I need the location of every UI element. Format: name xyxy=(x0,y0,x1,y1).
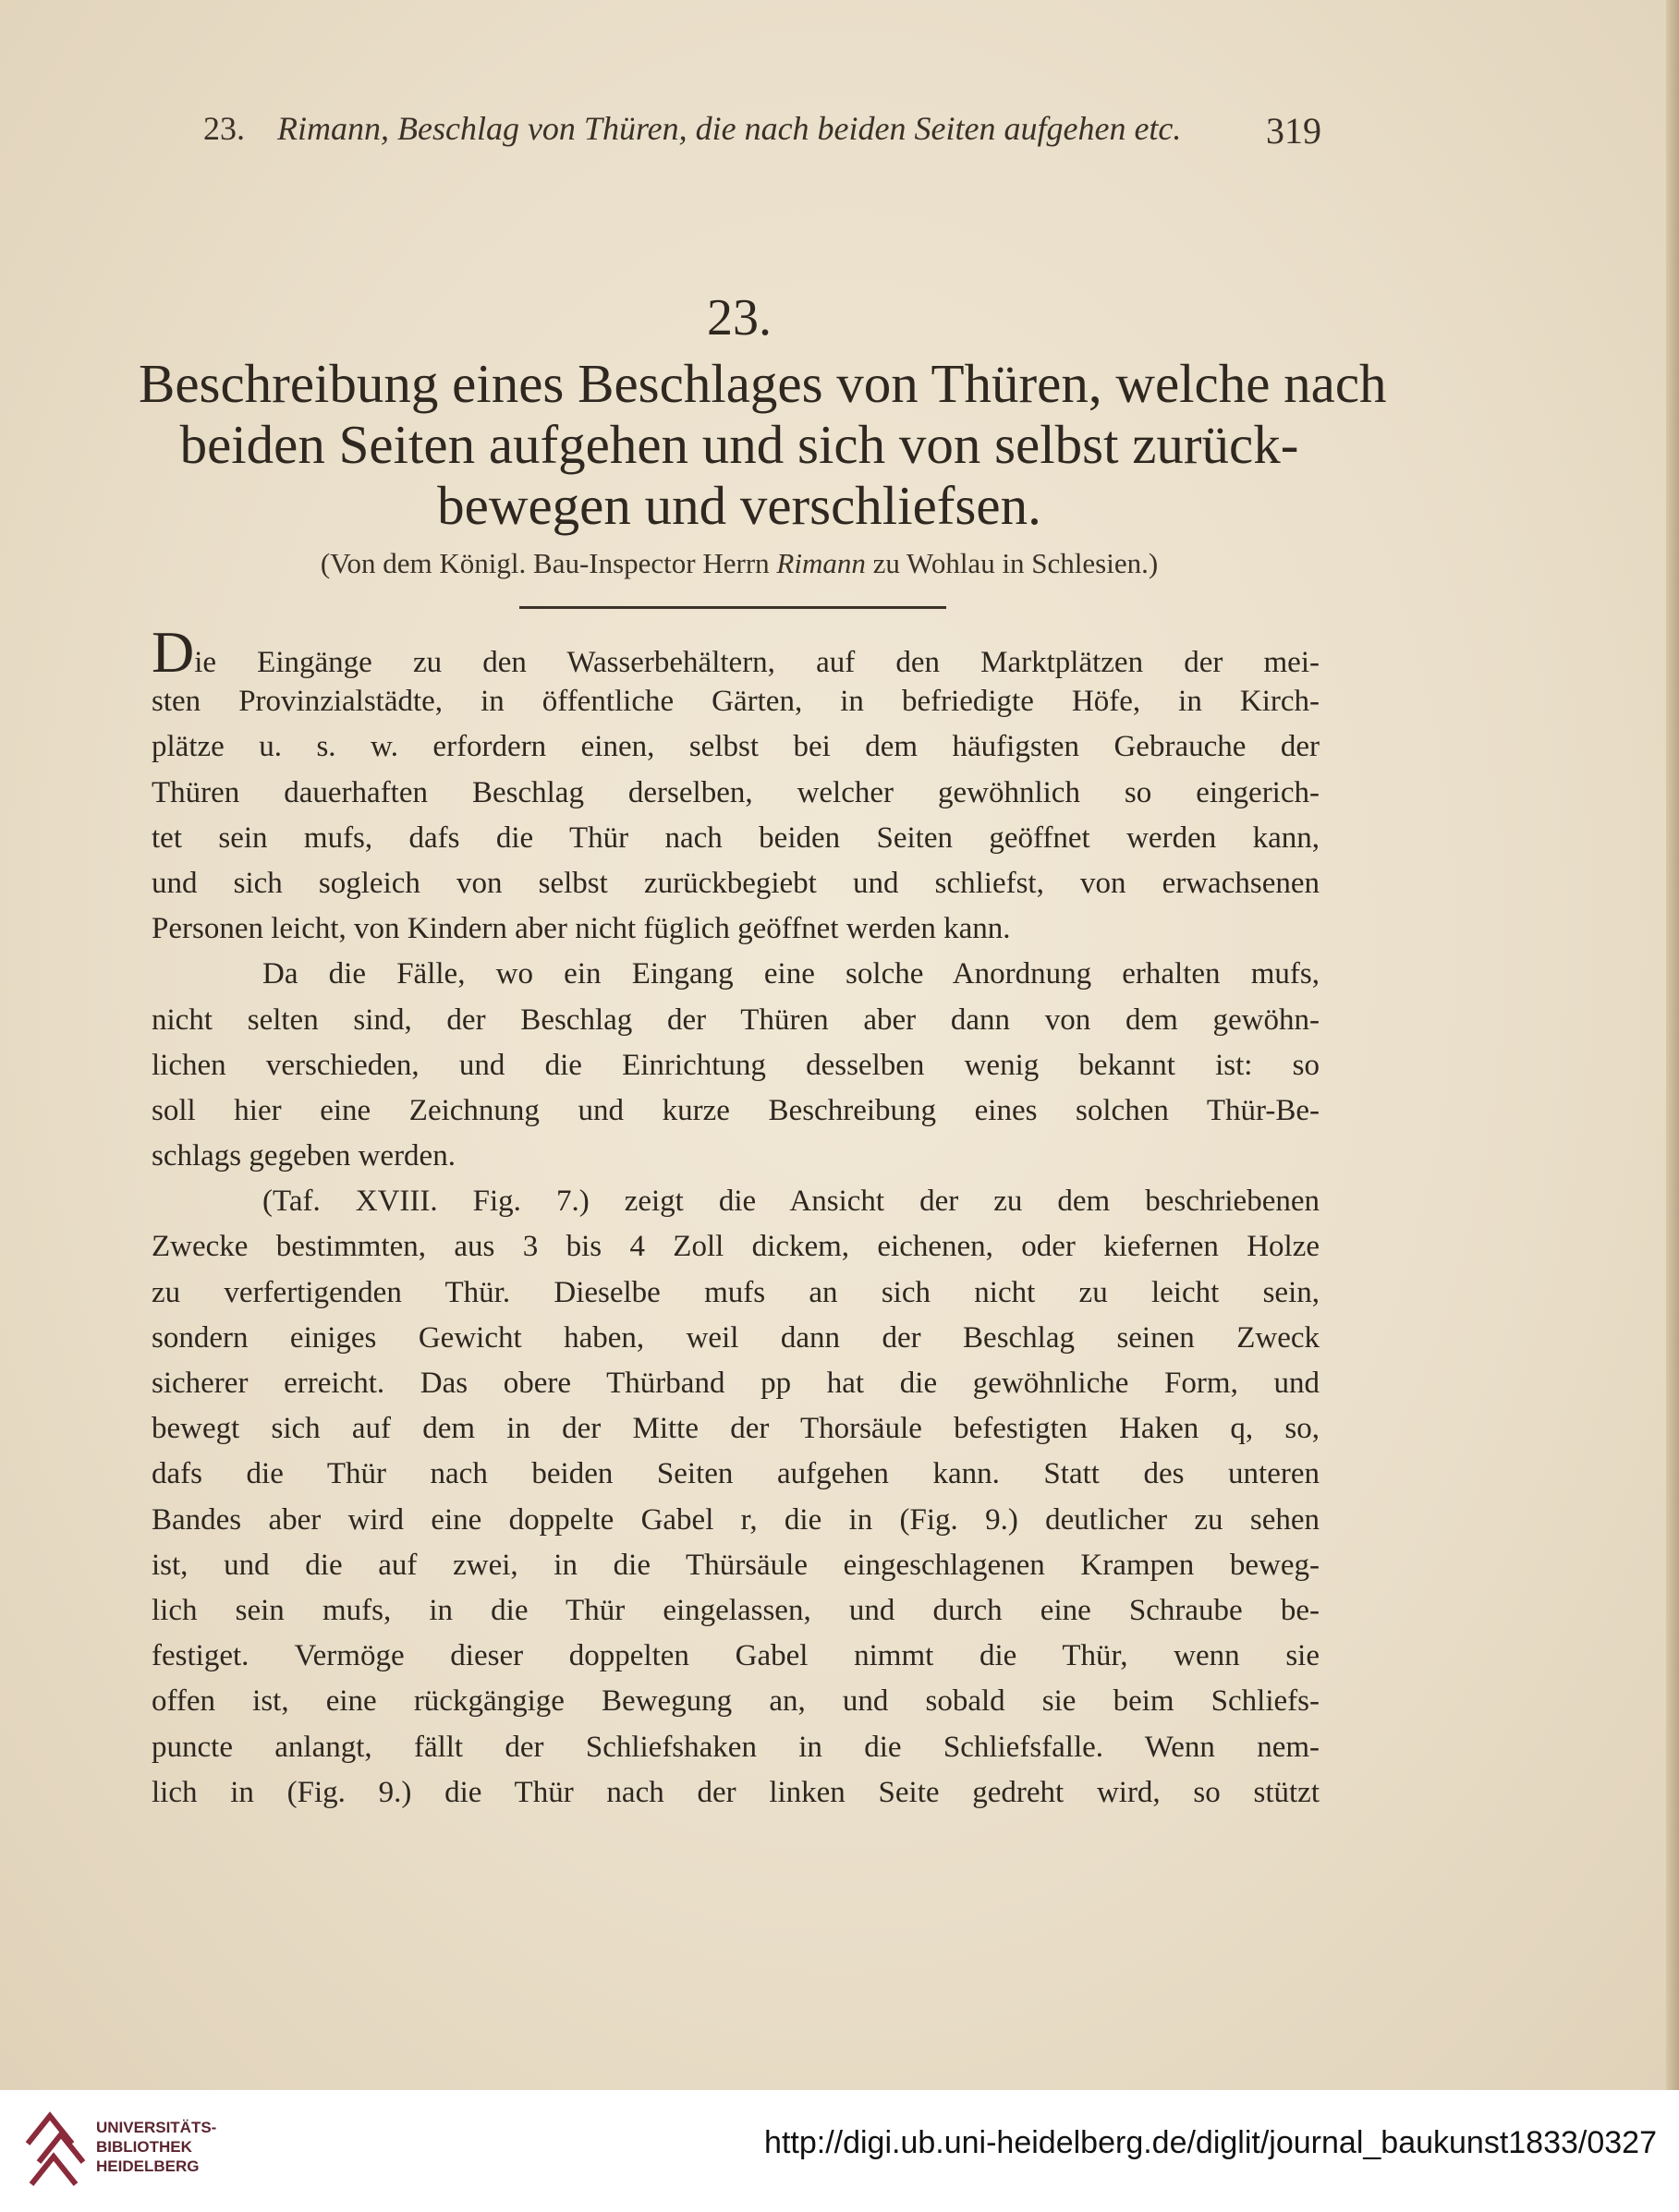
article-number: 23. xyxy=(707,289,772,346)
byline xyxy=(139,547,1340,580)
library-name xyxy=(96,2118,216,2176)
body-line: zu verfertigenden Thür. Dieselbe mufs an sich nicht zu leicht sein, xyxy=(152,1275,1320,1309)
body-line: und sich sogleich von selbst zurückbegiebt und schliefst, von erwachsenen xyxy=(152,866,1320,900)
running-head-title: Rimann, Beschlag von Thüren, die nach beiden Seiten aufgehen etc. xyxy=(277,110,1182,147)
source-url-link[interactable]: http://digi.ub.uni-heidelberg.de/diglit/journal_baukunst1833/0327 xyxy=(764,2125,1657,2160)
body-line: Zwecke bestimmten, aus 3 bis 4 Zoll dickem, eichenen, oder kiefernen Holze xyxy=(152,1230,1320,1264)
body-line-first xyxy=(152,619,1320,685)
body-line: nicht selten sind, der Beschlag der Thüren aber dann von dem gewöhn- xyxy=(152,1003,1320,1037)
body-line: schlags gegeben werden. xyxy=(152,1139,456,1173)
title-rule xyxy=(519,606,946,609)
body-line: Bandes aber wird eine doppelte Gabel r, die in (Fig. 9.) deutlicher zu sehen xyxy=(152,1502,1320,1537)
library-name-line: HEIDELBERG xyxy=(96,2157,200,2175)
footer-bar xyxy=(0,2090,1679,2212)
library-name-line: UNIVERSITÄTS- xyxy=(96,2119,217,2136)
title-line: beiden Seiten aufgehen und sich von selbst zurück- xyxy=(179,414,1299,475)
body-line-first-rest: ie Eingänge zu den Wasserbehältern, auf den Marktplätzen der mei- xyxy=(194,646,1320,679)
body-line: Thüren dauerhaften Beschlag derselben, welcher gewöhnlich so eingerich- xyxy=(152,775,1320,809)
library-name-line: BIBLIOTHEK xyxy=(96,2138,192,2156)
page-number: 319 xyxy=(1266,110,1321,152)
body-line: ist, und die auf zwei, in die Thürsäule eingeschlagenen Krampen beweg- xyxy=(152,1548,1320,1582)
university-library-logo-icon xyxy=(22,2107,92,2192)
body-line: Personen leicht, von Kindern aber nicht füglich geöffnet werden kann. xyxy=(152,912,1011,946)
body-line: sondern einiges Gewicht haben, weil dann der Beschlag seinen Zweck xyxy=(152,1320,1320,1355)
body-line: tet sein mufs, dafs die Thür nach beiden Seiten geöffnet werden kann, xyxy=(152,820,1320,855)
drop-cap: D xyxy=(152,619,195,685)
body-line: sten Provinzialstädte, in öffentliche Gärten, in befriedigte Höfe, in Kirch- xyxy=(152,685,1320,719)
body-line: festiget. Vermöge dieser doppelten Gabel nimmt die Thür, wenn sie xyxy=(152,1639,1320,1673)
body-line: soll hier eine Zeichnung und kurze Beschreibung eines solchen Thür-Be- xyxy=(152,1093,1320,1127)
running-head xyxy=(203,109,1321,161)
title-line: bewegen und verschliefsen. xyxy=(437,475,1041,536)
byline-suffix: zu Wohlau in Schlesien.) xyxy=(872,547,1159,579)
body-line: lichen verschieden, und die Einrichtung desselben wenig bekannt ist: so xyxy=(152,1048,1320,1082)
body-line: plätze u. s. w. erfordern einen, selbst bei dem häufigsten Gebrauche der xyxy=(152,730,1320,764)
page-edge xyxy=(1666,0,1679,2090)
byline-author: Rimann xyxy=(776,547,866,579)
body-text xyxy=(152,619,1320,1816)
title-line: Beschreibung eines Beschlages von Thüren, welche nach xyxy=(139,353,1387,414)
body-line: bewegt sich auf dem in der Mitte der Thorsäule befestigten Haken q, so, xyxy=(152,1412,1320,1446)
body-line: sicherer erreicht. Das obere Thürband pp hat die gewöhnliche Form, und xyxy=(152,1367,1320,1400)
running-head-number: 23. xyxy=(203,110,245,147)
body-line: lich in (Fig. 9.) die Thür nach der linken Seite gedreht wird, so stützt xyxy=(152,1775,1320,1809)
body-line: Da die Fälle, wo ein Eingang eine solche Anordnung erhalten mufs, xyxy=(262,957,1320,991)
body-line: (Taf. XVIII. Fig. 7.) zeigt die Ansicht der zu dem beschriebenen xyxy=(262,1185,1320,1219)
article-title xyxy=(139,353,1387,536)
body-line: lich sein mufs, in die Thür eingelassen, und durch eine Schraube be- xyxy=(152,1593,1320,1627)
byline-prefix: (Von dem Königl. Bau-Inspector Herrn xyxy=(320,547,770,579)
body-line: offen ist, eine rückgängige Bewegung an, und sobald sie beim Schliefs- xyxy=(152,1684,1320,1719)
body-line: puncte anlangt, fällt der Schliefshaken in die Schliefsfalle. Wenn nem- xyxy=(152,1730,1320,1764)
body-line: dafs die Thür nach beiden Seiten aufgehen kann. Statt des unteren xyxy=(152,1457,1320,1491)
